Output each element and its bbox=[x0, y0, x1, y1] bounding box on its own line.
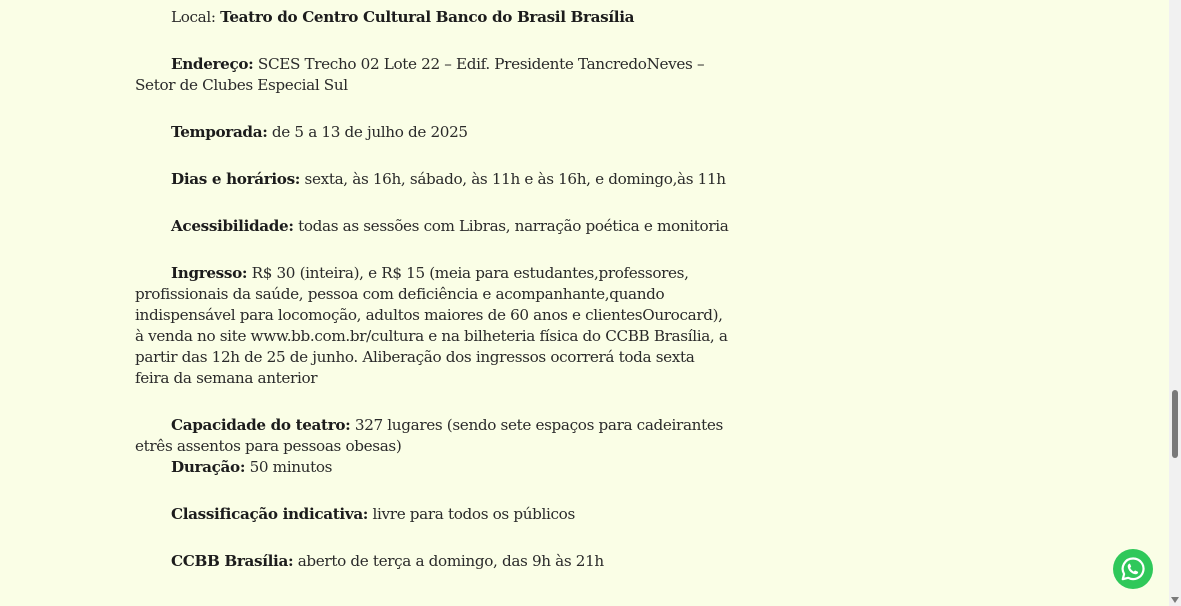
classificacao-value: livre para todos os públicos bbox=[368, 505, 575, 523]
endereco-value: SCES Trecho 02 Lote 22 – Edif. Presidente TancredoNeves – Setor de Clubes Especial Sul bbox=[135, 55, 705, 94]
dias-horarios-paragraph bbox=[135, 169, 730, 190]
dias-horarios-value: sexta, às 16h, sábado, às 11h e às 16h, e domingo,às 11h bbox=[300, 170, 726, 188]
scrollbar-thumb[interactable] bbox=[1172, 390, 1178, 458]
temporada-label: Temporada: bbox=[171, 123, 268, 141]
event-details bbox=[135, 7, 730, 598]
ingresso-label: Ingresso: bbox=[171, 264, 248, 282]
local-paragraph bbox=[135, 7, 730, 28]
classificacao-label: Classificação indicativa: bbox=[171, 505, 369, 523]
local-value: Teatro do Centro Cultural Banco do Brasil Brasília bbox=[220, 8, 635, 26]
ccbb-paragraph bbox=[135, 551, 730, 572]
capacidade-paragraph bbox=[135, 415, 730, 457]
endereco-paragraph bbox=[135, 54, 730, 96]
acessibilidade-value: todas as sessões com Libras, narração poética e monitoria bbox=[293, 217, 729, 235]
ccbb-value: aberto de terça a domingo, das 9h às 21h bbox=[293, 552, 604, 570]
whatsapp-button[interactable] bbox=[1113, 549, 1153, 589]
ingresso-paragraph bbox=[135, 263, 730, 389]
acessibilidade-label: Acessibilidade: bbox=[171, 217, 294, 235]
duracao-label: Duração: bbox=[171, 458, 246, 476]
ccbb-label: CCBB Brasília: bbox=[171, 552, 294, 570]
chevron-down-icon[interactable] bbox=[1171, 597, 1179, 603]
acessibilidade-paragraph bbox=[135, 216, 730, 237]
scrollbar[interactable] bbox=[1169, 0, 1181, 606]
dias-horarios-label: Dias e horários: bbox=[171, 170, 301, 188]
temporada-paragraph bbox=[135, 122, 730, 143]
whatsapp-icon bbox=[1113, 549, 1153, 589]
ingresso-value: R$ 30 (inteira), e R$ 15 (meia para estudantes,professores, profissionais da saúde, pessoa com deficiência e acompanhante,quando indispensável para locomoção, adultos maiores de 60 anos e clientesOurocard), à venda no site www.bb.com.br/cultura e na bilheteria física do CCBB Brasília, a partir das 12h de 25 de junho. Aliberação dos ingressos ocorrerá toda sexta feira da semana anterior bbox=[135, 264, 728, 387]
classificacao-paragraph bbox=[135, 504, 730, 525]
capacidade-value: 327 lugares (sendo sete espaços para cadeirantes etrês assentos para pessoas obesas) bbox=[135, 416, 723, 455]
temporada-value: de 5 a 13 de julho de 2025 bbox=[267, 123, 468, 141]
duracao-value: 50 minutos bbox=[245, 458, 333, 476]
endereco-label: Endereço: bbox=[171, 55, 254, 73]
duracao-paragraph bbox=[135, 457, 730, 478]
capacidade-label: Capacidade do teatro: bbox=[171, 416, 351, 434]
local-label: Local: bbox=[171, 8, 221, 26]
